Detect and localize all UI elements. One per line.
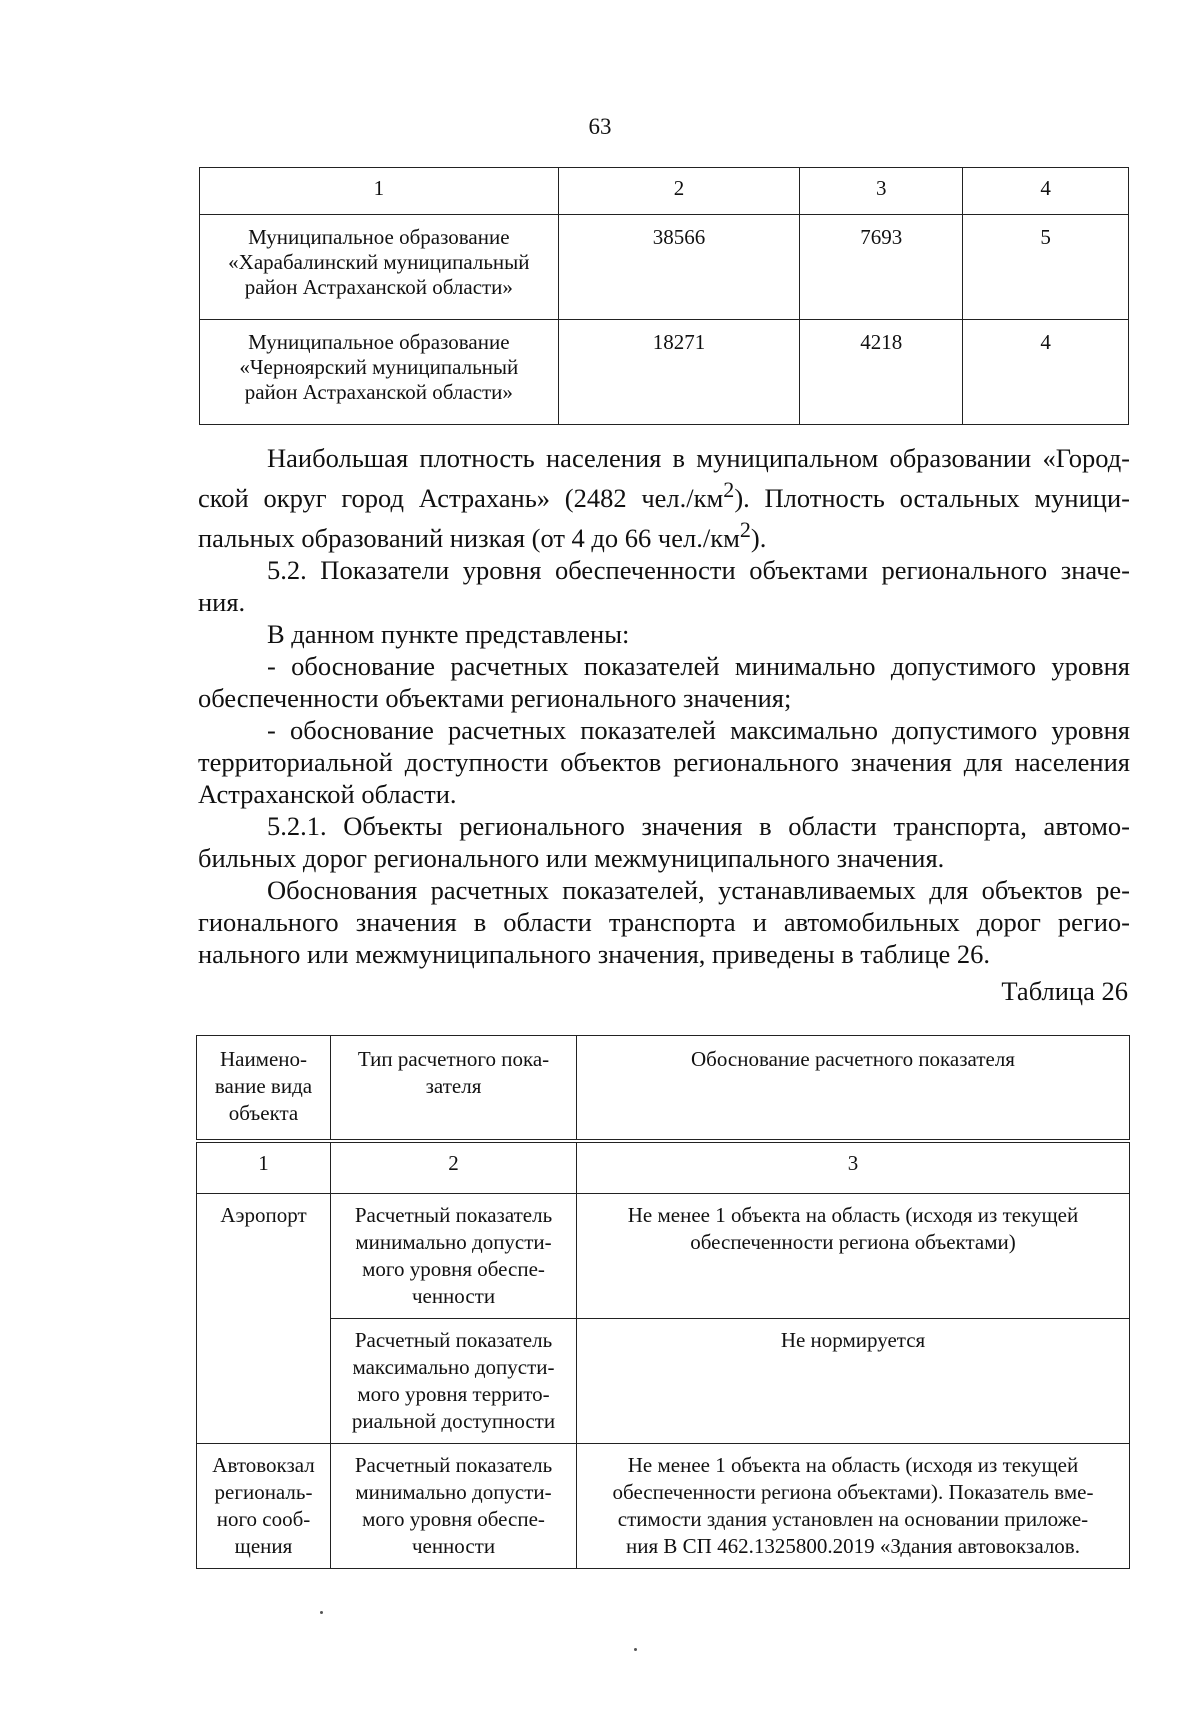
municipality-name: Муниципальное образование «Черноярский муниципальный район Астраханской области» [200, 320, 559, 425]
indicator-type: Расчетный показатель минимально допусти- мого уровня обеспе- ченности [331, 1194, 577, 1319]
density-value: 5 [963, 215, 1129, 320]
paragraph-intro: В данном пункте представлены: [267, 618, 630, 649]
indicators-table [196, 1035, 1130, 1569]
column-number: 3 [577, 1141, 1130, 1194]
column-numbers-row [197, 1141, 1130, 1194]
section-heading-5-2: 5.2. Показатели уровня обеспеченности объектами регионального значе-ния. [198, 554, 1130, 617]
area-value: 4218 [800, 320, 963, 425]
table-caption: Таблица 26 [1001, 976, 1128, 1006]
table-header-row [197, 1036, 1130, 1142]
header-indicator-type: Тип расчетного пока- зателя [331, 1036, 577, 1142]
header-object-name: Наимено- вание вида объекта [197, 1036, 331, 1142]
scan-speck [634, 1648, 637, 1651]
object-name: Автовокзал региональ- ного сооб- щения [197, 1444, 331, 1569]
indicator-type: Расчетный показатель минимально допусти- мого уровня обеспе- ченности [331, 1444, 577, 1569]
section-heading-5-2-1: 5.2.1. Объекты регионального значения в области транспорта, автомо-бильных дорог регионального или межмуниципального значения. [198, 810, 1130, 873]
area-value: 7693 [800, 215, 963, 320]
scan-speck [320, 1611, 323, 1614]
paragraph-density: Наибольшая плотность населения в муниципальном образовании «Город-ской округ город Астрахань» (2482 $чел./км^2$). Плотность остальных муници-пальных образований низкая (от 4 до 66 $чел./км^2$). [198, 443, 1130, 553]
justification: Не менее 1 объекта на область (исходя из текущей обеспеченности региона объектами). Показатель вме- стимости здания установлен на основании приложе- ния В СП 462.1325800.2019 «Здания автовокзалов. [577, 1444, 1130, 1569]
paragraph-table-reference: Обоснования расчетных показателей, устанавливаемых для объектов ре-гионального значения в области транспорта и автомобильных дорог регио-нального или межмуниципального значения, приведены в таблице 26. [198, 874, 1130, 969]
table-row [197, 1319, 1130, 1444]
column-number: 1 [200, 168, 559, 215]
table-row [200, 320, 1129, 425]
municipality-name: Муниципальное образование «Харабалинский муниципальный район Астраханской области» [200, 215, 559, 320]
justification: Не нормируется [577, 1319, 1130, 1444]
density-value: 4 [963, 320, 1129, 425]
body-text [198, 442, 1130, 970]
population-value: 38566 [558, 215, 800, 320]
table-row [197, 1194, 1130, 1319]
column-number: 2 [331, 1141, 577, 1194]
table-row [200, 215, 1129, 320]
indicator-type: Расчетный показатель максимально допусти- мого уровня террито- риальной доступности [331, 1319, 577, 1444]
list-item: - обоснование расчетных показателей максимально допустимого уровня территориальной доступности объектов регионального значения для населения Астраханской области. [198, 714, 1130, 809]
population-value: 18271 [558, 320, 800, 425]
object-name: Аэропорт [197, 1194, 331, 1444]
column-number: 4 [963, 168, 1129, 215]
population-table-continuation [199, 167, 1129, 425]
column-number: 1 [197, 1141, 331, 1194]
table-header-row [200, 168, 1129, 215]
header-justification: Обоснование расчетного показателя [577, 1036, 1130, 1142]
page-number: 63 [588, 114, 612, 139]
column-number: 3 [800, 168, 963, 215]
column-number: 2 [558, 168, 800, 215]
justification: Не менее 1 объекта на область (исходя из текущей обеспеченности региона объектами) [577, 1194, 1130, 1319]
table-row [197, 1444, 1130, 1569]
list-item: - обоснование расчетных показателей минимально допустимого уровня обеспеченности объектами регионального значения; [198, 650, 1130, 713]
